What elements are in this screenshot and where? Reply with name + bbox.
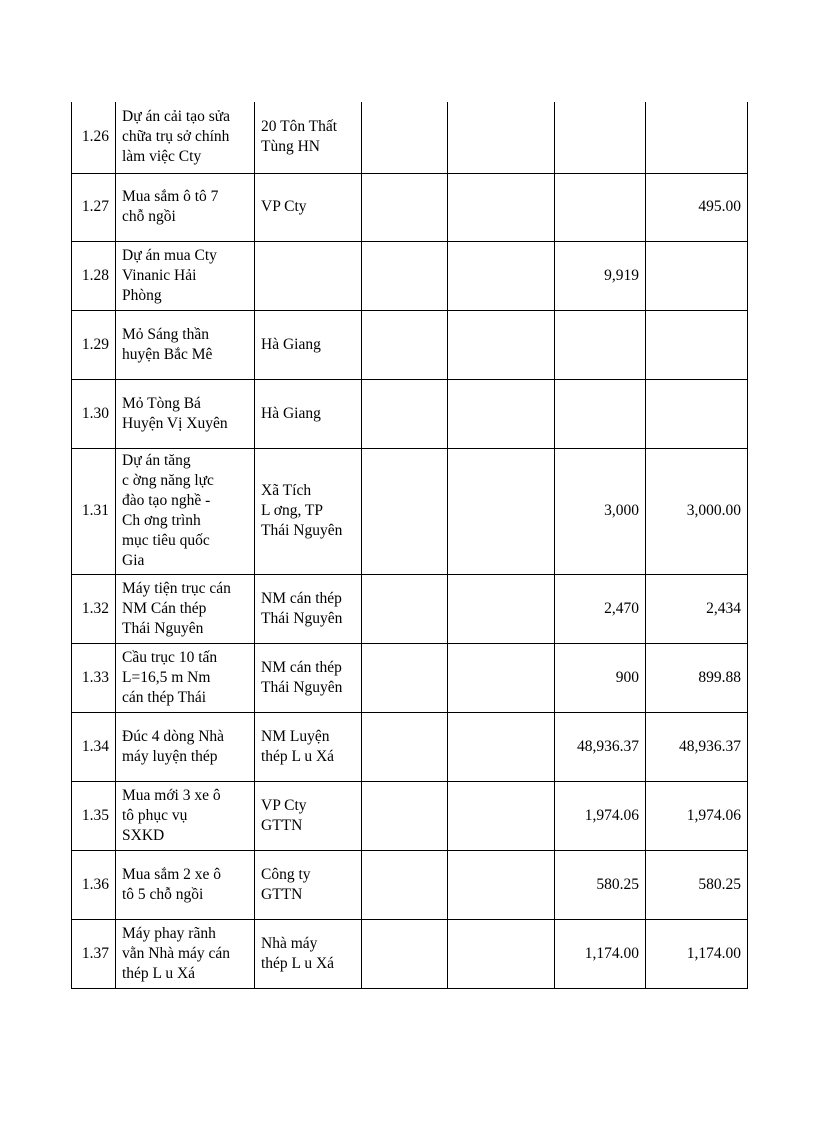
value-col-4 xyxy=(362,781,448,850)
row-number: 1.32 xyxy=(72,574,116,643)
value-col-7: 1,974.06 xyxy=(646,781,748,850)
value-col-7: 48,936.37 xyxy=(646,712,748,781)
table-row xyxy=(72,850,748,919)
value-col-5 xyxy=(448,241,555,310)
project-location: NM Luyện thép L u Xá xyxy=(255,712,362,781)
project-name: Máy phay rãnh vằn Nhà máy cán thép L u Xá xyxy=(116,919,255,988)
project-location: 20 Tôn Thất Tùng HN xyxy=(255,102,362,173)
project-location: Xã Tích L ơng, TP Thái Nguyên xyxy=(255,448,362,574)
project-name: Dự án tăng c ờng năng lực đào tạo nghề - Ch ơng trình mục tiêu quốc Gia xyxy=(116,448,255,574)
value-col-5 xyxy=(448,379,555,448)
project-location: Hà Giang xyxy=(255,379,362,448)
project-location: NM cán thép Thái Nguyên xyxy=(255,643,362,712)
value-col-4 xyxy=(362,643,448,712)
value-col-7: 899.88 xyxy=(646,643,748,712)
value-col-6 xyxy=(555,102,646,173)
value-col-6: 3,000 xyxy=(555,448,646,574)
value-col-7 xyxy=(646,241,748,310)
value-col-6: 580.25 xyxy=(555,850,646,919)
row-number: 1.36 xyxy=(72,850,116,919)
row-number: 1.29 xyxy=(72,310,116,379)
value-col-7: 1,174.00 xyxy=(646,919,748,988)
project-location: Hà Giang xyxy=(255,310,362,379)
project-location xyxy=(255,241,362,310)
table-row xyxy=(72,781,748,850)
table-row xyxy=(72,448,748,574)
project-name: Dự án mua Cty Vinanic Hải Phòng xyxy=(116,241,255,310)
table-row xyxy=(72,379,748,448)
row-number: 1.31 xyxy=(72,448,116,574)
project-name: Mua mới 3 xe ô tô phục vụ SXKD xyxy=(116,781,255,850)
value-col-5 xyxy=(448,574,555,643)
value-col-7 xyxy=(646,379,748,448)
table-row xyxy=(72,102,748,173)
project-name: Mua sắm 2 xe ô tô 5 chỗ ngồi xyxy=(116,850,255,919)
table-row xyxy=(72,712,748,781)
row-number: 1.37 xyxy=(72,919,116,988)
value-col-7: 3,000.00 xyxy=(646,448,748,574)
value-col-6: 1,974.06 xyxy=(555,781,646,850)
value-col-5 xyxy=(448,850,555,919)
value-col-4 xyxy=(362,919,448,988)
project-table xyxy=(71,102,748,989)
value-col-6: 9,919 xyxy=(555,241,646,310)
value-col-5 xyxy=(448,448,555,574)
table-row xyxy=(72,919,748,988)
project-name: Mỏ Tòng Bá Huyện Vị Xuyên xyxy=(116,379,255,448)
row-number: 1.26 xyxy=(72,102,116,173)
project-name: Máy tiện trục cán NM Cán thép Thái Nguyên xyxy=(116,574,255,643)
value-col-5 xyxy=(448,919,555,988)
value-col-7: 580.25 xyxy=(646,850,748,919)
value-col-6: 1,174.00 xyxy=(555,919,646,988)
value-col-7: 495.00 xyxy=(646,173,748,241)
value-col-5 xyxy=(448,781,555,850)
project-name: Mỏ Sáng thần huyện Bắc Mê xyxy=(116,310,255,379)
value-col-4 xyxy=(362,574,448,643)
row-number: 1.35 xyxy=(72,781,116,850)
project-name: Cầu trục 10 tấn L=16,5 m Nm cán thép Thái xyxy=(116,643,255,712)
value-col-4 xyxy=(362,850,448,919)
table-row xyxy=(72,310,748,379)
project-name: Đúc 4 dòng Nhà máy luyện thép xyxy=(116,712,255,781)
row-number: 1.27 xyxy=(72,173,116,241)
value-col-7 xyxy=(646,102,748,173)
row-number: 1.33 xyxy=(72,643,116,712)
value-col-5 xyxy=(448,102,555,173)
value-col-5 xyxy=(448,310,555,379)
table-row xyxy=(72,574,748,643)
table-row xyxy=(72,643,748,712)
value-col-4 xyxy=(362,241,448,310)
row-number: 1.34 xyxy=(72,712,116,781)
value-col-4 xyxy=(362,102,448,173)
value-col-4 xyxy=(362,379,448,448)
value-col-4 xyxy=(362,712,448,781)
value-col-6 xyxy=(555,310,646,379)
project-name: Dự án cải tạo sửa chữa trụ sở chính làm việc Cty xyxy=(116,102,255,173)
project-location: Nhà máy thép L u Xá xyxy=(255,919,362,988)
value-col-4 xyxy=(362,448,448,574)
row-number: 1.28 xyxy=(72,241,116,310)
value-col-5 xyxy=(448,643,555,712)
value-col-6 xyxy=(555,379,646,448)
value-col-6: 900 xyxy=(555,643,646,712)
value-col-5 xyxy=(448,173,555,241)
table-row xyxy=(72,241,748,310)
project-location: NM cán thép Thái Nguyên xyxy=(255,574,362,643)
project-location: Công ty GTTN xyxy=(255,850,362,919)
value-col-5 xyxy=(448,712,555,781)
table-row xyxy=(72,173,748,241)
value-col-6: 2,470 xyxy=(555,574,646,643)
value-col-6: 48,936.37 xyxy=(555,712,646,781)
value-col-4 xyxy=(362,310,448,379)
project-location: VP Cty xyxy=(255,173,362,241)
value-col-6 xyxy=(555,173,646,241)
value-col-4 xyxy=(362,173,448,241)
value-col-7: 2,434 xyxy=(646,574,748,643)
project-name: Mua sắm ô tô 7 chỗ ngồi xyxy=(116,173,255,241)
value-col-7 xyxy=(646,310,748,379)
project-location: VP Cty GTTN xyxy=(255,781,362,850)
row-number: 1.30 xyxy=(72,379,116,448)
